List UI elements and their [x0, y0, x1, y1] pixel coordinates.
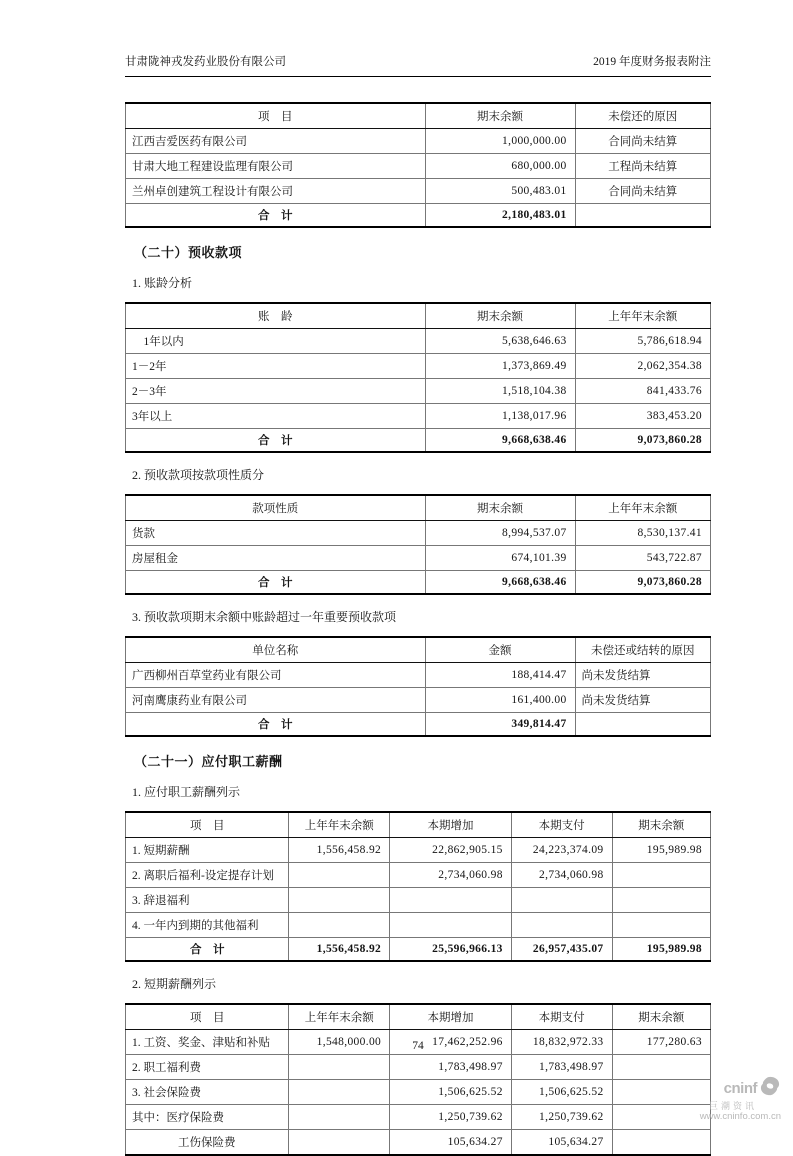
table-header-cell: 金额 — [425, 637, 575, 663]
table-cell — [390, 888, 512, 913]
table-advance-receipts-over-one-year — [125, 636, 711, 737]
table-cell: 674,101.39 — [425, 546, 575, 571]
table-cell: 1,373,869.49 — [425, 354, 575, 379]
table-cell: 9,073,860.28 — [575, 571, 710, 595]
table-cell: 广西柳州百草堂药业有限公司 — [126, 663, 426, 688]
table-cell: 1. 工资、奖金、津贴和补贴 — [126, 1030, 289, 1055]
table-cell: 1,556,458.92 — [289, 838, 390, 863]
table-cell — [511, 888, 612, 913]
section-title-20: （二十）预收款项 — [134, 245, 243, 260]
table-cell: 161,400.00 — [425, 688, 575, 713]
table-cell: 甘肃大地工程建设监理有限公司 — [126, 154, 426, 179]
table-cell: 工伤保险费 — [126, 1130, 289, 1156]
table-cell: 1,000,000.00 — [425, 129, 575, 154]
table-cell: 合同尚未结算 — [575, 179, 710, 204]
table-row — [126, 663, 711, 688]
table-header-cell: 本期增加 — [390, 812, 512, 838]
table-cell: 9,668,638.46 — [425, 571, 575, 595]
table-cell: 合 计 — [126, 204, 426, 228]
table-row — [126, 863, 711, 888]
table-cell: 5,786,618.94 — [575, 329, 710, 354]
table-cell — [612, 888, 710, 913]
table-row — [126, 1055, 711, 1080]
table-cell — [511, 913, 612, 938]
table-header-cell: 上年年末余额 — [575, 303, 710, 329]
table-cell: 9,668,638.46 — [425, 429, 575, 453]
table-header-cell: 期末余额 — [425, 303, 575, 329]
table-cell: 2－3年 — [126, 379, 426, 404]
table-cell: 房屋租金 — [126, 546, 426, 571]
header-company-name: 甘肃陇神戎发药业股份有限公司 — [125, 56, 286, 68]
table-row — [126, 379, 711, 404]
table-cell: 18,832,972.33 — [511, 1030, 612, 1055]
table-cell: 合 计 — [126, 938, 289, 962]
table-cell: 1,548,000.00 — [289, 1030, 390, 1055]
table-cell: 8,994,537.07 — [425, 521, 575, 546]
table-cell — [289, 1105, 390, 1130]
table-cell — [289, 888, 390, 913]
table-cell: 1,783,498.97 — [511, 1055, 612, 1080]
table-header-row — [126, 637, 711, 663]
table-employee-compensation-payable — [125, 811, 711, 962]
table-header-cell: 款项性质 — [126, 495, 426, 521]
table-cell — [289, 863, 390, 888]
table-header-cell: 项 目 — [126, 103, 426, 129]
table-cell: 1,506,625.52 — [390, 1080, 512, 1105]
table-cell — [575, 713, 710, 737]
table-cell: 17,462,252.96 — [390, 1030, 512, 1055]
table-header-cell: 本期增加 — [390, 1004, 512, 1030]
table-row — [126, 404, 711, 429]
table-total-row — [126, 713, 711, 737]
table-cell — [612, 1080, 710, 1105]
cninfo-swirl-icon — [759, 1076, 781, 1101]
table-cell: 货款 — [126, 521, 426, 546]
table-header-cell: 账 龄 — [126, 303, 426, 329]
table-advance-receipts-by-nature — [125, 494, 711, 595]
table-header-row — [126, 303, 711, 329]
table-cell: 188,414.47 — [425, 663, 575, 688]
page-content — [125, 0, 711, 1156]
table-cell: 105,634.27 — [511, 1130, 612, 1156]
table-row — [126, 838, 711, 863]
table-cell: 1,506,625.52 — [511, 1080, 612, 1105]
table-cell: 195,989.98 — [612, 938, 710, 962]
header-document-title: 2019 年度财务报表附注 — [593, 56, 711, 68]
table-cell: 680,000.00 — [425, 154, 575, 179]
table-cell: 841,433.76 — [575, 379, 710, 404]
table-cell: 2,062,354.38 — [575, 354, 710, 379]
table-cell: 2. 职工福利费 — [126, 1055, 289, 1080]
table-cell: 1,783,498.97 — [390, 1055, 512, 1080]
table-advance-receipts-aging — [125, 302, 711, 453]
table-cell: 合 计 — [126, 571, 426, 595]
table-row — [126, 1105, 711, 1130]
table-cell: 3. 辞退福利 — [126, 888, 289, 913]
table-cell: 尚未发货结算 — [575, 663, 710, 688]
table-row — [126, 329, 711, 354]
table-row — [126, 179, 711, 204]
table-row — [126, 354, 711, 379]
table-cell: 2,734,060.98 — [390, 863, 512, 888]
table-row — [126, 546, 711, 571]
subsection-by-nature: 2. 预收款项按款项性质分 — [132, 468, 265, 482]
table-cell: 383,453.20 — [575, 404, 710, 429]
subsection-compensation-payable: 1. 应付职工薪酬列示 — [132, 785, 241, 799]
table-cell — [289, 913, 390, 938]
table-header-cell: 未偿还或结转的原因 — [575, 637, 710, 663]
table-cell — [289, 1080, 390, 1105]
cninfo-chinese-name: 巨潮资讯 — [708, 1101, 757, 1112]
table-cell: 195,989.98 — [612, 838, 710, 863]
table-cell: 其中：医疗保险费 — [126, 1105, 289, 1130]
table-cell: 1,518,104.38 — [425, 379, 575, 404]
table-header-row — [126, 812, 711, 838]
table-cell — [612, 1055, 710, 1080]
table-cell: 1,138,017.96 — [425, 404, 575, 429]
table-short-term-compensation — [125, 1003, 711, 1156]
table-cell: 2,734,060.98 — [511, 863, 612, 888]
subsection-short-term-compensation: 2. 短期薪酬列示 — [132, 977, 217, 991]
table-header-cell: 未偿还的原因 — [575, 103, 710, 129]
table-cell — [289, 1130, 390, 1156]
table-row — [126, 154, 711, 179]
table-cell: 24,223,374.09 — [511, 838, 612, 863]
table-cell: 1,556,458.92 — [289, 938, 390, 962]
table-total-row — [126, 429, 711, 453]
table-cell — [612, 1130, 710, 1156]
table-header-cell: 项 目 — [126, 812, 289, 838]
table-cell: 4. 一年内到期的其他福利 — [126, 913, 289, 938]
cninfo-url: www.cninfo.com.cn — [699, 1110, 781, 1122]
table-header-cell: 上年年末余额 — [289, 1004, 390, 1030]
table-total-row — [126, 938, 711, 962]
table-cell: 1,250,739.62 — [511, 1105, 612, 1130]
table-cell — [612, 863, 710, 888]
table-cell: 1. 短期薪酬 — [126, 838, 289, 863]
table-header-row — [126, 103, 711, 129]
table-cell — [390, 913, 512, 938]
table-cell: 1年以内 — [126, 329, 426, 354]
table-row — [126, 129, 711, 154]
table-header-cell: 期末余额 — [425, 495, 575, 521]
table-header-cell: 期末余额 — [425, 103, 575, 129]
table-cell: 177,280.63 — [612, 1030, 710, 1055]
table-cell: 3年以上 — [126, 404, 426, 429]
table-cell: 105,634.27 — [390, 1130, 512, 1156]
table-total-row — [126, 571, 711, 595]
table-row — [126, 888, 711, 913]
table-cell: 349,814.47 — [425, 713, 575, 737]
table-header-row — [126, 1004, 711, 1030]
table-cell — [612, 913, 710, 938]
table-cell — [575, 204, 710, 228]
table-header-cell: 项 目 — [126, 1004, 289, 1030]
table-cell: 1,250,739.62 — [390, 1105, 512, 1130]
table-header-cell: 本期支付 — [511, 1004, 612, 1030]
table-cell: 543,722.87 — [575, 546, 710, 571]
table-cell: 兰州卓创建筑工程设计有限公司 — [126, 179, 426, 204]
page-number: 74 — [412, 1040, 424, 1052]
table-cell: 合 计 — [126, 429, 426, 453]
table-cell: 3. 社会保险费 — [126, 1080, 289, 1105]
table-cell: 500,483.01 — [425, 179, 575, 204]
subsection-aging-analysis: 1. 账龄分析 — [132, 276, 193, 290]
table-row — [126, 688, 711, 713]
table-cell: 26,957,435.07 — [511, 938, 612, 962]
table-cell — [612, 1105, 710, 1130]
table-cell: 8,530,137.41 — [575, 521, 710, 546]
table-cell: 5,638,646.63 — [425, 329, 575, 354]
table-row — [126, 1130, 711, 1156]
table-header-cell: 本期支付 — [511, 812, 612, 838]
table-header-row — [126, 495, 711, 521]
page-header — [125, 0, 711, 77]
table-cell: 25,596,966.13 — [390, 938, 512, 962]
table-header-cell: 期末余额 — [612, 812, 710, 838]
table-cell: 9,073,860.28 — [575, 429, 710, 453]
table-header-cell: 上年年末余额 — [289, 812, 390, 838]
cninfo-logo-text: cninf — [723, 1080, 757, 1098]
subsection-over-one-year: 3. 预收款项期末余额中账龄超过一年重要预收款项 — [132, 610, 397, 624]
table-row — [126, 913, 711, 938]
table-row — [126, 521, 711, 546]
table-cell: 江西吉爱医药有限公司 — [126, 129, 426, 154]
cninfo-watermark — [700, 1076, 781, 1123]
table-total-row — [126, 204, 711, 228]
table-cell: 合同尚未结算 — [575, 129, 710, 154]
table-cell: 合 计 — [126, 713, 426, 737]
table-cell: 河南鹰康药业有限公司 — [126, 688, 426, 713]
table-header-cell: 期末余额 — [612, 1004, 710, 1030]
table-header-cell: 上年年末余额 — [575, 495, 710, 521]
table-cell: 工程尚未结算 — [575, 154, 710, 179]
table-unpaid-balances — [125, 102, 711, 228]
table-header-cell: 单位名称 — [126, 637, 426, 663]
table-row — [126, 1080, 711, 1105]
table-cell: 1－2年 — [126, 354, 426, 379]
table-cell: 22,862,905.15 — [390, 838, 512, 863]
section-title-21: （二十一）应付职工薪酬 — [134, 754, 283, 769]
table-cell: 2,180,483.01 — [425, 204, 575, 228]
table-cell: 尚未发货结算 — [575, 688, 710, 713]
table-cell: 2. 离职后福利-设定提存计划 — [126, 863, 289, 888]
table-cell — [289, 1055, 390, 1080]
